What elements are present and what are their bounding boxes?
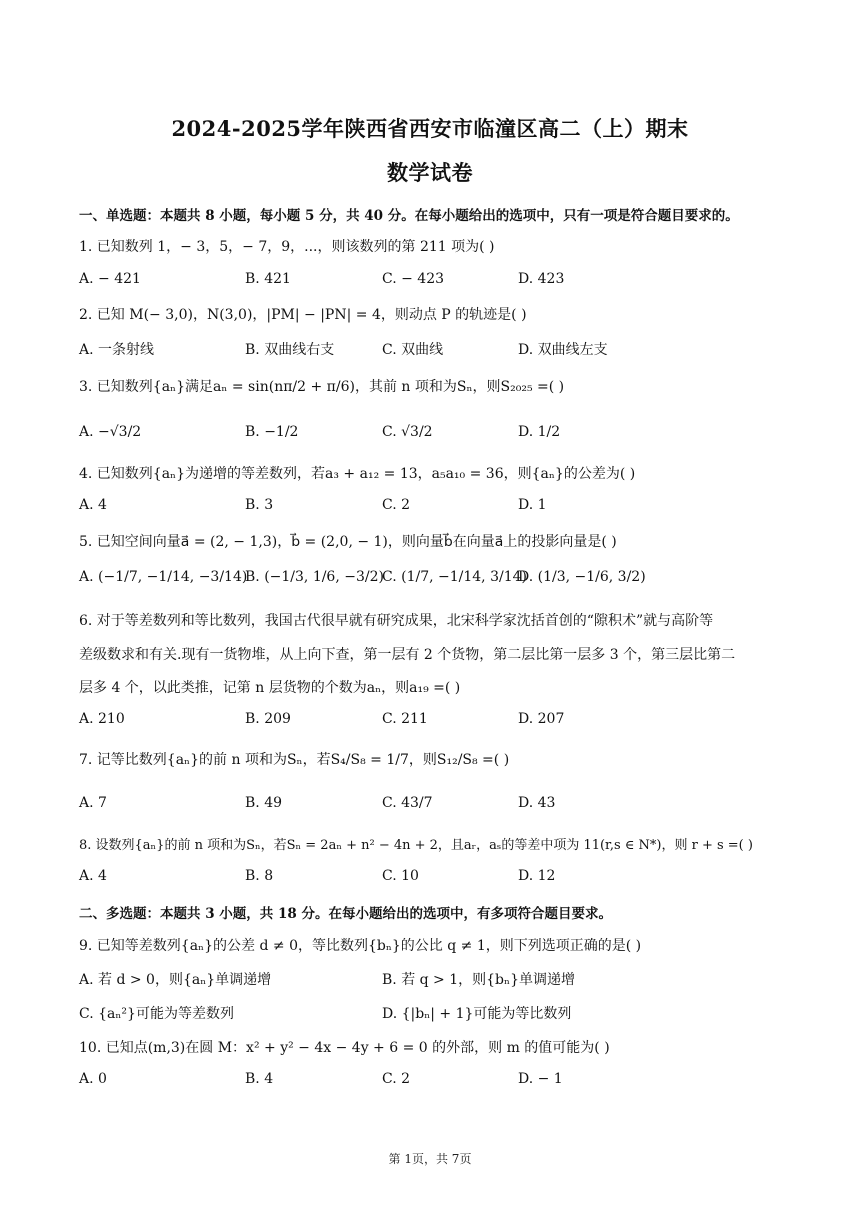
exam-subtitle: 数学试卷 — [387, 160, 473, 185]
question-4-option-b: B. 3 — [245, 497, 274, 513]
question-6-stem-line1: 6. 对于等差数列和等比数列，我国古代很早就有研究成果，北宋科学家沈括首创的“隙积术”就与高阶等 — [79, 613, 714, 629]
question-2-option-a: A. 一条射线 — [79, 342, 155, 358]
question-6-stem-line2: 差级数求和有关.现有一货物堆，从上向下查，第一层有 2 个货物，第二层比第一层多 3 个，第三层比第二 — [79, 647, 736, 663]
question-8-option-c: C. 10 — [382, 868, 419, 884]
question-1-option-c: C. − 423 — [382, 271, 445, 287]
question-3-option-d: D. 1/2 — [518, 424, 561, 440]
question-10-option-a: A. 0 — [79, 1071, 107, 1087]
question-1-stem: 1. 已知数列 1，− 3，5，− 7，9，...，则该数列的第 211 项为( ) — [79, 239, 495, 255]
question-1-option-b: B. 421 — [245, 271, 291, 287]
question-4-option-c: C. 2 — [382, 497, 411, 513]
question-9-option-c: C. {aₙ²}可能为等差数列 — [79, 1006, 234, 1022]
question-7-option-c: C. 43/7 — [382, 795, 433, 811]
question-9-option-b: B. 若 q > 1，则{bₙ}单调递增 — [382, 972, 575, 988]
question-3-option-b: B. −1/2 — [245, 424, 299, 440]
question-2-stem: 2. 已知 M(− 3,0)，N(3,0)，|PM| − |PN| = 4，则动点 P 的轨迹是( ) — [79, 307, 527, 323]
question-3-option-a: A. −√3/2 — [79, 424, 142, 440]
section-heading-single-choice: 一、单选题：本题共 8 小题，每小题 5 分，共 40 分。在每小题给出的选项中，只有一项是符合题目要求的。 — [79, 208, 739, 224]
exam-title: 2024-2025学年陕西省西安市临潼区高二（上）期末 — [171, 116, 689, 141]
question-10-option-c: C. 2 — [382, 1071, 411, 1087]
question-10-option-d: D. − 1 — [518, 1071, 563, 1087]
question-5-option-a: A. (−1/7, −1/14, −3/14) — [79, 569, 248, 585]
question-4-stem: 4. 已知数列{aₙ}为递增的等差数列，若a₃ + a₁₂ = 13，a₅a₁₀ = 36，则{aₙ}的公差为( ) — [79, 466, 636, 482]
section-heading-multiple-choice: 二、多选题：本题共 3 小题，共 18 分。在每小题给出的选项中，有多项符合题目要求。 — [79, 906, 612, 922]
question-5-option-b: B. (−1/3, 1/6, −3/2) — [245, 569, 384, 585]
question-7-option-d: D. 43 — [518, 795, 556, 811]
question-9-stem: 9. 已知等差数列{aₙ}的公差 d ≠ 0，等比数列{bₙ}的公比 q ≠ 1，则下列选项正确的是( ) — [79, 938, 642, 954]
question-7-stem: 7. 记等比数列{aₙ}的前 n 项和为Sₙ，若S₄/S₈ = 1/7，则S₁₂/S₈ =( ) — [79, 752, 510, 768]
question-6-option-c: C. 211 — [382, 711, 428, 727]
question-7-option-a: A. 7 — [79, 795, 107, 811]
question-1-option-a: A. − 421 — [79, 271, 141, 287]
question-6-option-b: B. 209 — [245, 711, 291, 727]
question-2-option-d: D. 双曲线左支 — [518, 342, 608, 358]
page-number-footer: 第 1页，共 7页 — [388, 1152, 472, 1166]
question-9-option-a: A. 若 d > 0，则{aₙ}单调递增 — [79, 972, 272, 988]
question-2-option-c: C. 双曲线 — [382, 342, 444, 358]
question-5-stem: 5. 已知空间向量a⃗ = (2, − 1,3)，b⃗ = (2,0, − 1)，则向量b⃗在向量a⃗上的投影向量是( ) — [79, 534, 617, 550]
question-6-option-d: D. 207 — [518, 711, 565, 727]
question-8-option-d: D. 12 — [518, 868, 556, 884]
question-7-option-b: B. 49 — [245, 795, 283, 811]
question-1-option-d: D. 423 — [518, 271, 565, 287]
question-8-option-a: A. 4 — [79, 868, 107, 884]
question-4-option-d: D. 1 — [518, 497, 547, 513]
question-2-option-b: B. 双曲线右支 — [245, 342, 335, 358]
question-6-option-a: A. 210 — [79, 711, 125, 727]
question-9-option-d: D. {|bₙ| + 1}可能为等比数列 — [382, 1006, 572, 1022]
question-6-stem-line3: 层多 4 个，以此类推，记第 n 层货物的个数为aₙ，则a₁₉ =( ) — [79, 680, 461, 696]
question-10-stem: 10. 已知点(m,3)在圆 M：x² + y² − 4x − 4y + 6 = 0 的外部，则 m 的值可能为( ) — [79, 1040, 610, 1056]
question-5-option-c: C. (1/7, −1/14, 3/14) — [382, 569, 527, 585]
question-4-option-a: A. 4 — [79, 497, 107, 513]
question-8-option-b: B. 8 — [245, 868, 274, 884]
question-3-stem: 3. 已知数列{aₙ}满足aₙ = sin(nπ/2 + π/6)，其前 n 项和为Sₙ，则S₂₀₂₅ =( ) — [79, 379, 565, 395]
question-5-option-d: D. (1/3, −1/6, 3/2) — [518, 569, 646, 585]
question-3-option-c: C. √3/2 — [382, 424, 433, 440]
question-10-option-b: B. 4 — [245, 1071, 274, 1087]
question-8-stem: 8. 设数列{aₙ}的前 n 项和为Sₙ，若Sₙ = 2aₙ + n² − 4n + 2，且aᵣ，aₛ的等差中项为 11(r,s ∈ N*)，则 r + s =( ) — [79, 838, 753, 853]
